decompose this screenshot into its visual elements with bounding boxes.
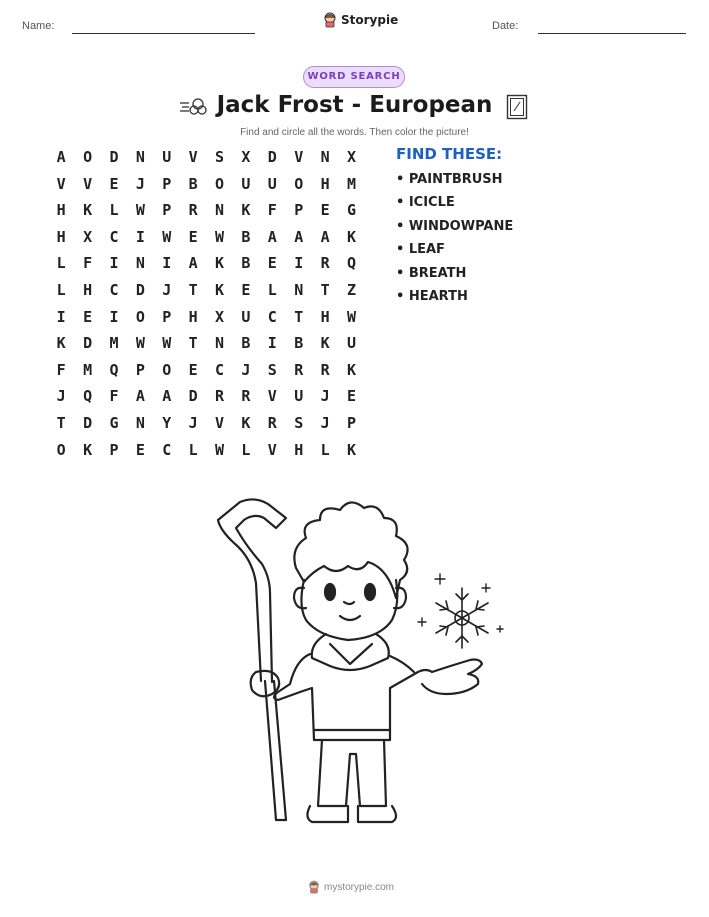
grid-letter[interactable]: H <box>56 227 66 246</box>
grid-letter[interactable]: S <box>294 413 304 432</box>
grid-letter[interactable]: M <box>109 334 119 353</box>
grid-letter[interactable]: T <box>294 307 304 326</box>
grid-letter[interactable]: O <box>162 360 172 379</box>
date-line[interactable] <box>538 33 686 34</box>
grid-letter[interactable]: E <box>109 174 119 193</box>
grid-letter[interactable]: Y <box>162 413 172 432</box>
grid-letter[interactable]: H <box>188 307 198 326</box>
grid-letter[interactable]: N <box>135 413 145 432</box>
grid-letter[interactable]: N <box>135 148 145 166</box>
grid-letter[interactable]: A <box>267 227 277 246</box>
grid-letter[interactable]: P <box>162 174 172 193</box>
grid-letter[interactable]: L <box>56 280 66 299</box>
grid-letter[interactable]: R <box>267 413 277 432</box>
date-label: Date: <box>492 20 519 32</box>
grid-letter[interactable]: Q <box>109 360 119 379</box>
grid-row <box>48 228 365 255</box>
grid-row <box>48 281 365 308</box>
grid-letter[interactable]: D <box>109 148 119 166</box>
grid-letter[interactable]: E <box>135 440 145 459</box>
grid-letter[interactable]: R <box>320 360 330 379</box>
grid-letter[interactable]: D <box>135 280 145 299</box>
grid-letter[interactable]: T <box>56 413 66 432</box>
grid-letter[interactable]: D <box>188 387 198 406</box>
grid-letter[interactable]: P <box>346 413 356 432</box>
grid-letter[interactable]: K <box>215 280 225 299</box>
grid-letter[interactable]: V <box>188 148 198 166</box>
grid-letter[interactable]: K <box>346 360 356 379</box>
grid-row <box>48 334 365 361</box>
windowpane-icon <box>506 94 528 120</box>
grid-letter[interactable]: K <box>241 413 251 432</box>
grid-letter[interactable]: C <box>267 307 277 326</box>
grid-letter[interactable]: U <box>346 334 356 353</box>
grid-letter[interactable]: B <box>241 227 251 246</box>
grid-letter[interactable]: K <box>56 334 66 353</box>
word-list <box>396 172 513 312</box>
grid-letter[interactable]: E <box>267 254 277 273</box>
grid-letter[interactable]: C <box>162 440 172 459</box>
storypie-logo-icon <box>308 880 320 894</box>
grid-letter[interactable]: K <box>346 227 356 246</box>
grid-letter[interactable]: C <box>215 360 225 379</box>
grid-letter[interactable]: F <box>83 254 93 273</box>
grid-letter[interactable]: I <box>162 254 172 273</box>
grid-letter[interactable]: P <box>109 440 119 459</box>
storypie-logo-icon <box>323 12 337 28</box>
grid-letter[interactable]: E <box>83 307 93 326</box>
snowflake-icon <box>436 588 488 648</box>
grid-letter[interactable]: J <box>56 387 66 406</box>
grid-row <box>48 201 365 228</box>
brand-name: Storypie <box>341 13 399 27</box>
grid-letter[interactable]: M <box>346 174 356 193</box>
grid-letter[interactable]: N <box>294 280 304 299</box>
grid-letter[interactable]: I <box>56 307 66 326</box>
word-list-item: • PAINTBRUSH <box>396 172 503 187</box>
grid-letter[interactable]: F <box>109 387 119 406</box>
grid-letter[interactable]: X <box>215 307 225 326</box>
grid-letter[interactable]: W <box>135 201 145 220</box>
name-line[interactable] <box>72 33 255 34</box>
grid-letter[interactable]: R <box>215 387 225 406</box>
grid-letter[interactable]: H <box>56 201 66 220</box>
grid-letter[interactable]: H <box>320 307 330 326</box>
grid-letter[interactable]: U <box>162 148 172 166</box>
find-these-heading: FIND THESE: <box>396 145 503 163</box>
grid-letter[interactable]: J <box>162 280 172 299</box>
grid-letter[interactable]: P <box>162 201 172 220</box>
grid-letter[interactable]: O <box>135 307 145 326</box>
grid-letter[interactable]: J <box>320 413 330 432</box>
grid-letter[interactable]: O <box>83 148 93 166</box>
grid-letter[interactable]: O <box>56 440 66 459</box>
grid-letter[interactable]: E <box>241 280 251 299</box>
grid-letter[interactable]: Q <box>346 254 356 273</box>
grid-letter[interactable]: W <box>162 227 172 246</box>
staff-icon <box>218 499 286 820</box>
grid-letter[interactable]: B <box>241 254 251 273</box>
grid-letter[interactable]: N <box>215 334 225 353</box>
grid-letter[interactable]: V <box>267 440 277 459</box>
grid-letter[interactable]: L <box>267 280 277 299</box>
grid-letter[interactable]: L <box>56 254 66 273</box>
grid-letter[interactable]: S <box>215 148 225 166</box>
grid-row <box>48 308 365 335</box>
grid-letter[interactable]: K <box>346 440 356 459</box>
grid-letter[interactable]: E <box>320 201 330 220</box>
grid-row <box>48 148 365 175</box>
grid-letter[interactable]: H <box>294 440 304 459</box>
footer-url[interactable]: mystorypie.com <box>324 881 395 893</box>
grid-letter[interactable]: D <box>267 148 277 166</box>
sparkle-icon <box>418 574 503 632</box>
grid-letter[interactable]: A <box>135 387 145 406</box>
page-title: Jack Frost - European <box>216 92 493 118</box>
grid-letter[interactable]: P <box>294 201 304 220</box>
grid-letter[interactable]: T <box>320 280 330 299</box>
grid-letter[interactable]: L <box>188 440 198 459</box>
grid-letter[interactable]: F <box>267 201 277 220</box>
grid-letter[interactable]: R <box>294 360 304 379</box>
grid-letter[interactable]: X <box>83 227 93 246</box>
grid-letter[interactable]: I <box>109 254 119 273</box>
grid-letter[interactable]: N <box>320 148 330 166</box>
grid-letter[interactable]: N <box>135 254 145 273</box>
grid-letter[interactable]: L <box>320 440 330 459</box>
jack-frost-illustration <box>200 488 510 828</box>
grid-letter[interactable]: V <box>267 387 277 406</box>
grid-letter[interactable]: U <box>241 307 251 326</box>
grid-letter[interactable]: V <box>294 148 304 166</box>
grid-row <box>48 254 365 281</box>
word-list-item: • HEARTH <box>396 288 468 304</box>
grid-row <box>48 361 365 388</box>
grid-letter[interactable]: B <box>294 334 304 353</box>
grid-letter[interactable]: B <box>241 334 251 353</box>
grid-letter[interactable]: N <box>215 201 225 220</box>
word-list-item: • ICICLE <box>396 195 455 211</box>
grid-letter[interactable]: G <box>346 201 356 220</box>
grid-letter[interactable]: O <box>215 174 225 193</box>
grid-letter[interactable]: J <box>188 413 198 432</box>
grid-letter[interactable]: U <box>294 387 304 406</box>
grid-letter[interactable]: D <box>83 413 93 432</box>
grid-letter[interactable]: E <box>188 360 198 379</box>
word-search-badge: WORD SEARCH <box>303 66 405 88</box>
grid-letter[interactable]: K <box>320 334 330 353</box>
footer <box>308 880 394 894</box>
grid-letter[interactable]: V <box>56 174 66 193</box>
grid-letter[interactable]: K <box>241 201 251 220</box>
grid-letter[interactable]: F <box>56 360 66 379</box>
grid-row <box>48 175 365 202</box>
grid-letter[interactable]: T <box>188 280 198 299</box>
grid-letter[interactable]: E <box>188 227 198 246</box>
grid-letter[interactable]: U <box>267 174 277 193</box>
grid-letter[interactable]: X <box>346 148 356 166</box>
grid-letter[interactable]: W <box>135 334 145 353</box>
grid-letter[interactable]: M <box>83 360 93 379</box>
grid-letter[interactable]: J <box>135 174 145 193</box>
grid-letter[interactable]: J <box>241 360 251 379</box>
grid-letter[interactable]: X <box>241 148 251 166</box>
grid-letter[interactable]: Z <box>346 280 356 299</box>
grid-letter[interactable]: A <box>56 148 66 166</box>
grid-letter[interactable]: R <box>188 201 198 220</box>
grid-row <box>48 387 365 414</box>
instructions: Find and circle all the words. Then color the picture! <box>240 127 469 138</box>
grid-letter[interactable]: A <box>162 387 172 406</box>
grid-letter[interactable]: H <box>83 280 93 299</box>
grid-row <box>48 441 365 468</box>
grid-letter[interactable]: P <box>162 307 172 326</box>
grid-letter[interactable]: K <box>215 254 225 273</box>
grid-letter[interactable]: R <box>241 387 251 406</box>
grid-letter[interactable]: S <box>267 360 277 379</box>
grid-letter[interactable]: D <box>83 334 93 353</box>
grid-letter[interactable]: V <box>215 413 225 432</box>
grid-letter[interactable]: W <box>215 227 225 246</box>
grid-letter[interactable]: W <box>346 307 356 326</box>
grid-letter[interactable]: I <box>109 307 119 326</box>
grid-letter[interactable]: B <box>188 174 198 193</box>
grid-letter[interactable]: A <box>294 227 304 246</box>
grid-letter[interactable]: I <box>267 334 277 353</box>
grid-letter[interactable]: P <box>135 360 145 379</box>
grid-letter[interactable]: C <box>109 227 119 246</box>
grid-letter[interactable]: Q <box>83 387 93 406</box>
grid-letter[interactable]: H <box>320 174 330 193</box>
grid-letter[interactable]: K <box>83 440 93 459</box>
grid-letter[interactable]: L <box>109 201 119 220</box>
grid-row <box>48 414 365 441</box>
grid-letter[interactable]: O <box>294 174 304 193</box>
grid-letter[interactable]: W <box>162 334 172 353</box>
grid-letter[interactable]: V <box>83 174 93 193</box>
grid-letter[interactable]: K <box>83 201 93 220</box>
grid-letter[interactable]: G <box>109 413 119 432</box>
grid-letter[interactable]: C <box>109 280 119 299</box>
word-list-item: • BREATH <box>396 265 467 281</box>
grid-letter[interactable]: W <box>215 440 225 459</box>
grid-letter[interactable]: R <box>320 254 330 273</box>
brand <box>323 12 398 28</box>
grid-letter[interactable]: I <box>135 227 145 246</box>
grid-letter[interactable]: U <box>241 174 251 193</box>
letter-grid <box>48 148 365 467</box>
grid-letter[interactable]: L <box>241 440 251 459</box>
grid-letter[interactable]: A <box>188 254 198 273</box>
word-list-item: • WINDOWPANE <box>396 218 514 234</box>
grid-letter[interactable]: I <box>294 254 304 273</box>
grid-letter[interactable]: T <box>188 334 198 353</box>
grid-letter[interactable]: A <box>320 227 330 246</box>
name-label: Name: <box>22 20 55 32</box>
grid-letter[interactable]: J <box>320 387 330 406</box>
word-list-item: • LEAF <box>396 242 445 258</box>
grid-letter[interactable]: E <box>346 387 356 406</box>
